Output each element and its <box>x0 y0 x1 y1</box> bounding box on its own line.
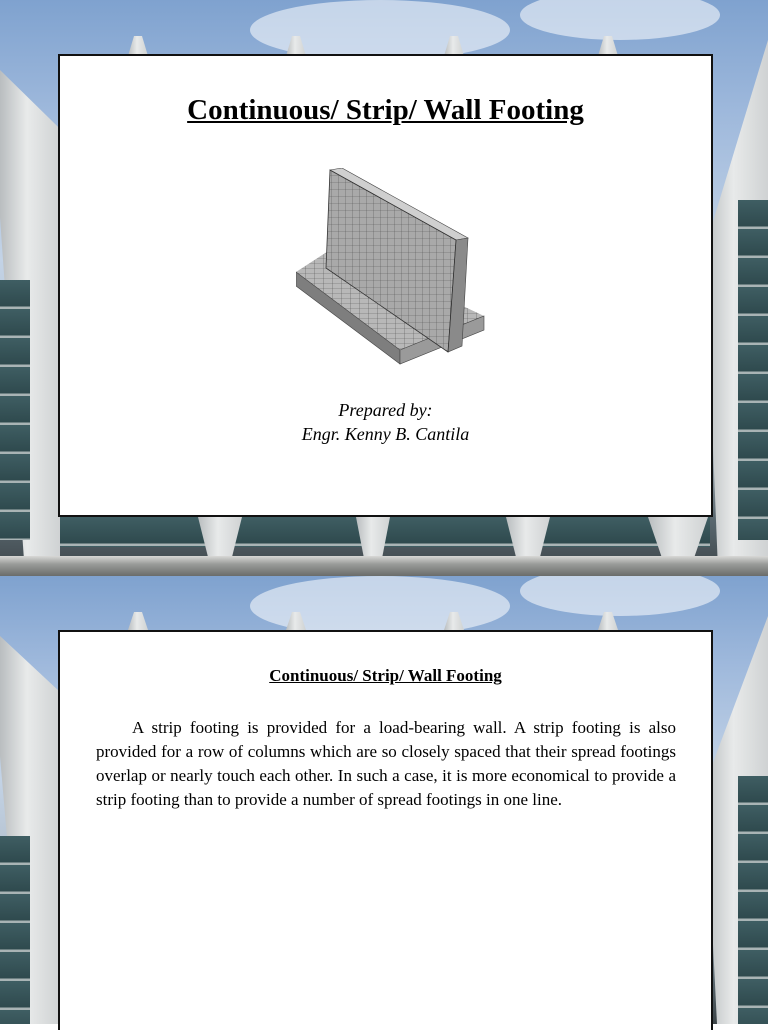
prepared-by-label: Prepared by: <box>338 400 433 420</box>
body-paragraph: A strip footing is provided for a load-bearing wall. A strip footing is also provided for a row of columns which are so closely spaced that their spread footings overlap or nearly touch each other. In such a case, it is more economical to provide a strip footing than to provide a number of spread footings in one line. <box>96 718 676 809</box>
strip-footing-3d-icon <box>296 168 486 368</box>
column-base <box>506 517 550 561</box>
glass-facade <box>738 776 768 1024</box>
cloud <box>520 576 720 616</box>
glass-facade <box>0 836 30 1024</box>
prepared-by-block <box>60 398 711 446</box>
slide-title: Continuous/ Strip/ Wall Footing <box>187 94 584 126</box>
concrete-spike <box>128 612 148 630</box>
glass-facade <box>0 280 30 540</box>
column-base <box>648 517 708 561</box>
column-base <box>198 517 242 561</box>
content-slide-panel <box>58 630 713 1030</box>
slide-heading: Continuous/ Strip/ Wall Footing <box>269 666 502 685</box>
column-base <box>356 517 390 561</box>
author-name: Engr. Kenny B. Cantila <box>301 424 470 444</box>
concrete-spike <box>128 36 148 56</box>
ground-strip <box>0 556 768 576</box>
glass-facade <box>738 200 768 540</box>
title-slide-panel <box>58 54 713 517</box>
cloud <box>520 0 720 40</box>
